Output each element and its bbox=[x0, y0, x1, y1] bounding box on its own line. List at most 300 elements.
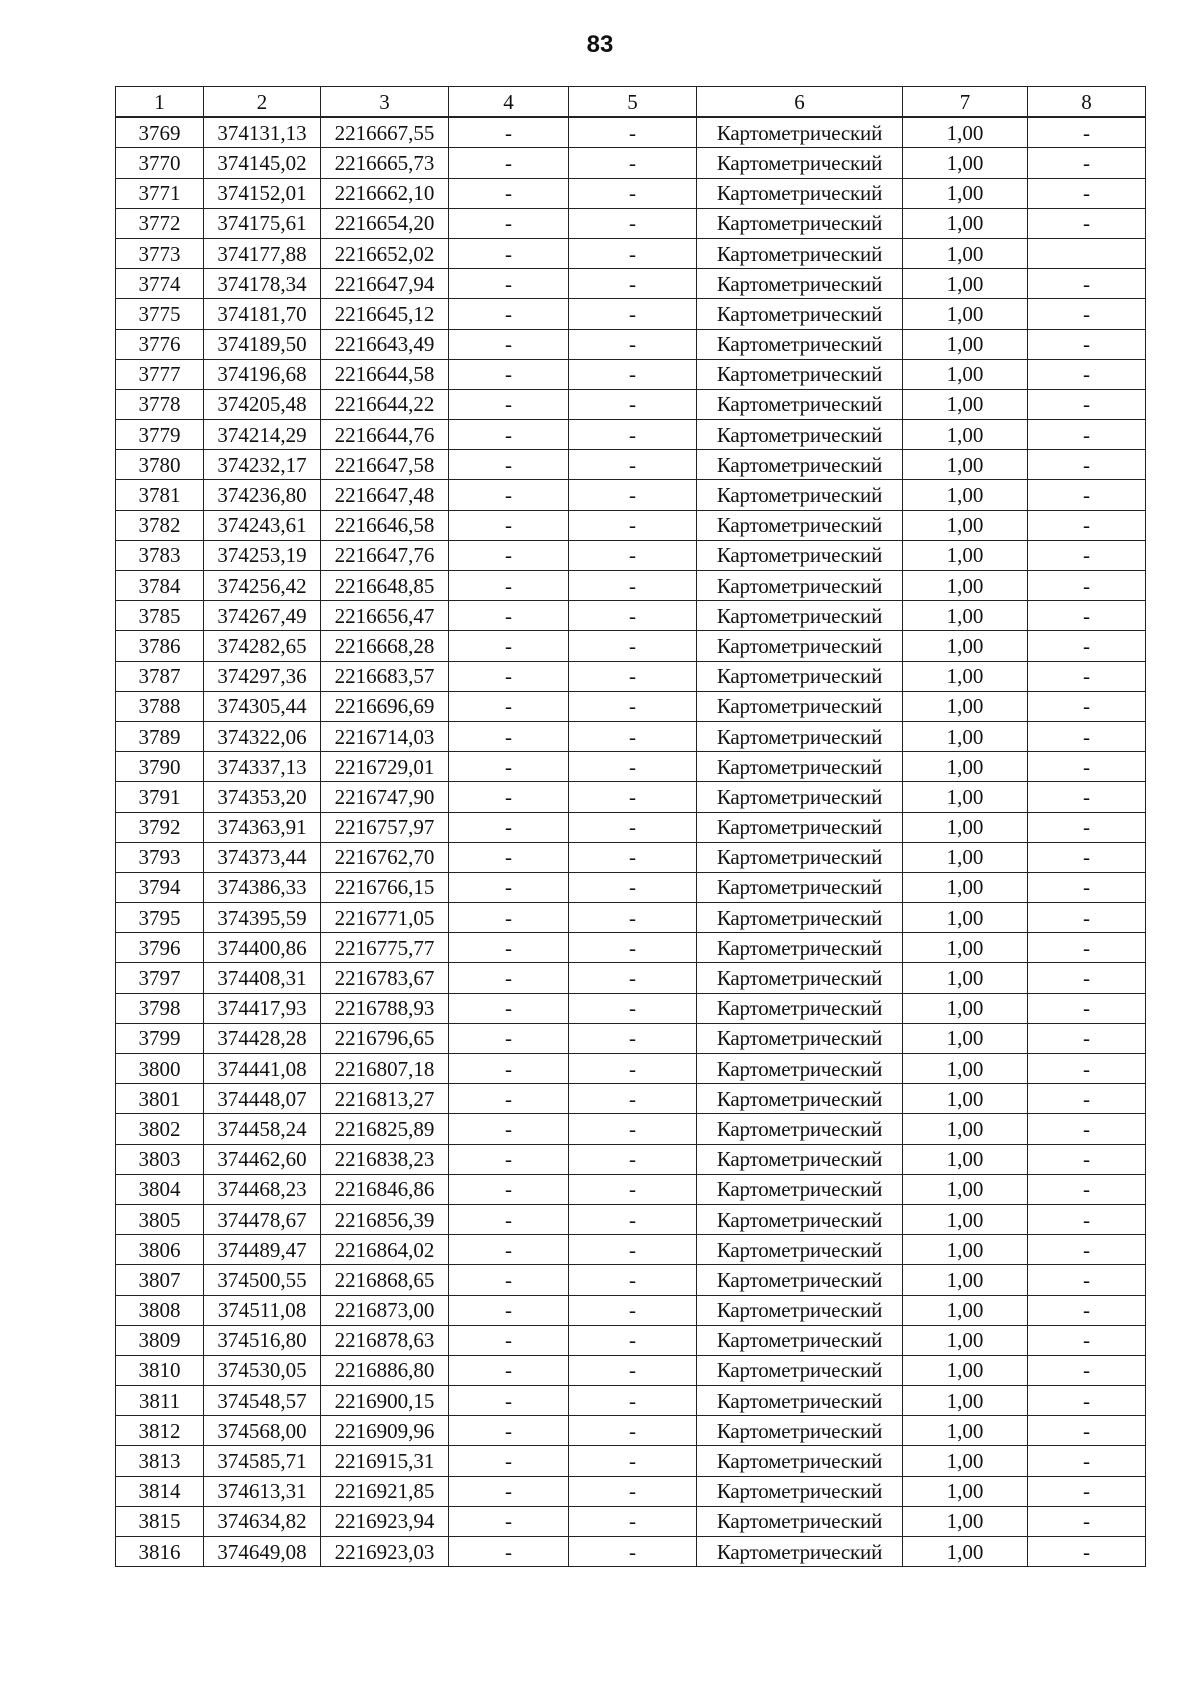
method-cell: Картометрический bbox=[697, 1416, 903, 1446]
x-coordinate-cell: 374145,02 bbox=[204, 148, 321, 178]
method-cell: Картометрический bbox=[697, 993, 903, 1023]
table-row bbox=[116, 661, 1146, 691]
column-8-cell: - bbox=[1028, 450, 1146, 480]
column-8-cell: - bbox=[1028, 1054, 1146, 1084]
y-coordinate-cell: 2216873,00 bbox=[321, 1295, 449, 1325]
column-5-cell: - bbox=[569, 329, 697, 359]
column-4-cell: - bbox=[449, 1084, 569, 1114]
column-5-cell: - bbox=[569, 1325, 697, 1355]
table-row bbox=[116, 601, 1146, 631]
column-4-cell: - bbox=[449, 872, 569, 902]
method-cell: Картометрический bbox=[697, 1325, 903, 1355]
y-coordinate-cell: 2216868,65 bbox=[321, 1265, 449, 1295]
column-8-cell: - bbox=[1028, 389, 1146, 419]
method-cell: Картометрический bbox=[697, 540, 903, 570]
column-8-cell: - bbox=[1028, 148, 1146, 178]
x-coordinate-cell: 374131,13 bbox=[204, 117, 321, 148]
accuracy-cell: 1,00 bbox=[903, 1476, 1028, 1506]
accuracy-cell: 1,00 bbox=[903, 721, 1028, 751]
accuracy-cell: 1,00 bbox=[903, 812, 1028, 842]
point-number-cell: 3786 bbox=[116, 631, 204, 661]
column-4-cell: - bbox=[449, 269, 569, 299]
accuracy-cell: 1,00 bbox=[903, 480, 1028, 510]
column-4-cell: - bbox=[449, 1114, 569, 1144]
coordinates-table bbox=[115, 86, 1146, 1567]
table-row bbox=[116, 782, 1146, 812]
point-number-cell: 3794 bbox=[116, 872, 204, 902]
column-8-cell: - bbox=[1028, 1446, 1146, 1476]
point-number-cell: 3782 bbox=[116, 510, 204, 540]
y-coordinate-cell: 2216856,39 bbox=[321, 1204, 449, 1234]
column-4-cell: - bbox=[449, 1355, 569, 1385]
column-5-cell: - bbox=[569, 872, 697, 902]
method-cell: Картометрический bbox=[697, 117, 903, 148]
y-coordinate-cell: 2216766,15 bbox=[321, 872, 449, 902]
x-coordinate-cell: 374297,36 bbox=[204, 661, 321, 691]
column-4-cell: - bbox=[449, 1476, 569, 1506]
point-number-cell: 3769 bbox=[116, 117, 204, 148]
table-row bbox=[116, 329, 1146, 359]
accuracy-cell: 1,00 bbox=[903, 329, 1028, 359]
accuracy-cell: 1,00 bbox=[903, 993, 1028, 1023]
table-row bbox=[116, 691, 1146, 721]
column-5-cell: - bbox=[569, 782, 697, 812]
column-8-cell: - bbox=[1028, 721, 1146, 751]
column-5-cell: - bbox=[569, 842, 697, 872]
method-cell: Картометрический bbox=[697, 1386, 903, 1416]
x-coordinate-cell: 374282,65 bbox=[204, 631, 321, 661]
column-4-cell: - bbox=[449, 1235, 569, 1265]
method-cell: Картометрический bbox=[697, 1144, 903, 1174]
point-number-cell: 3807 bbox=[116, 1265, 204, 1295]
y-coordinate-cell: 2216656,47 bbox=[321, 601, 449, 631]
y-coordinate-cell: 2216652,02 bbox=[321, 238, 449, 268]
point-number-cell: 3778 bbox=[116, 389, 204, 419]
method-cell: Картометрический bbox=[697, 661, 903, 691]
column-4-cell: - bbox=[449, 571, 569, 601]
column-4-cell: - bbox=[449, 1506, 569, 1536]
point-number-cell: 3814 bbox=[116, 1476, 204, 1506]
y-coordinate-cell: 2216654,20 bbox=[321, 208, 449, 238]
point-number-cell: 3792 bbox=[116, 812, 204, 842]
column-8-cell: - bbox=[1028, 178, 1146, 208]
column-4-cell: - bbox=[449, 1144, 569, 1174]
table-row bbox=[116, 1265, 1146, 1295]
point-number-cell: 3801 bbox=[116, 1084, 204, 1114]
column-8-cell: - bbox=[1028, 661, 1146, 691]
x-coordinate-cell: 374462,60 bbox=[204, 1144, 321, 1174]
y-coordinate-cell: 2216923,03 bbox=[321, 1537, 449, 1567]
method-cell: Картометрический bbox=[697, 178, 903, 208]
accuracy-cell: 1,00 bbox=[903, 691, 1028, 721]
column-8-cell: - bbox=[1028, 963, 1146, 993]
method-cell: Картометрический bbox=[697, 1023, 903, 1053]
method-cell: Картометрический bbox=[697, 329, 903, 359]
y-coordinate-cell: 2216909,96 bbox=[321, 1416, 449, 1446]
column-4-cell: - bbox=[449, 1295, 569, 1325]
column-5-cell: - bbox=[569, 933, 697, 963]
x-coordinate-cell: 374468,23 bbox=[204, 1174, 321, 1204]
accuracy-cell: 1,00 bbox=[903, 571, 1028, 601]
point-number-cell: 3787 bbox=[116, 661, 204, 691]
accuracy-cell: 1,00 bbox=[903, 117, 1028, 148]
x-coordinate-cell: 374408,31 bbox=[204, 963, 321, 993]
method-cell: Картометрический bbox=[697, 963, 903, 993]
method-cell: Картометрический bbox=[697, 1265, 903, 1295]
table-row bbox=[116, 963, 1146, 993]
table-row bbox=[116, 631, 1146, 661]
y-coordinate-cell: 2216807,18 bbox=[321, 1054, 449, 1084]
column-4-cell: - bbox=[449, 1386, 569, 1416]
y-coordinate-cell: 2216762,70 bbox=[321, 842, 449, 872]
column-5-cell: - bbox=[569, 117, 697, 148]
column-5-cell: - bbox=[569, 661, 697, 691]
column-5-cell: - bbox=[569, 1204, 697, 1234]
x-coordinate-cell: 374373,44 bbox=[204, 842, 321, 872]
accuracy-cell: 1,00 bbox=[903, 1174, 1028, 1204]
column-8-cell: - bbox=[1028, 299, 1146, 329]
y-coordinate-cell: 2216683,57 bbox=[321, 661, 449, 691]
table-row bbox=[116, 1114, 1146, 1144]
method-cell: Картометрический bbox=[697, 903, 903, 933]
column-5-cell: - bbox=[569, 480, 697, 510]
table-row bbox=[116, 721, 1146, 751]
x-coordinate-cell: 374548,57 bbox=[204, 1386, 321, 1416]
point-number-cell: 3799 bbox=[116, 1023, 204, 1053]
method-cell: Картометрический bbox=[697, 510, 903, 540]
column-8-cell: - bbox=[1028, 872, 1146, 902]
accuracy-cell: 1,00 bbox=[903, 299, 1028, 329]
column-8-cell: - bbox=[1028, 329, 1146, 359]
accuracy-cell: 1,00 bbox=[903, 1144, 1028, 1174]
accuracy-cell: 1,00 bbox=[903, 752, 1028, 782]
accuracy-cell: 1,00 bbox=[903, 1416, 1028, 1446]
column-8-cell: - bbox=[1028, 1265, 1146, 1295]
column-5-cell: - bbox=[569, 1174, 697, 1204]
y-coordinate-cell: 2216644,58 bbox=[321, 359, 449, 389]
column-8-cell bbox=[1028, 238, 1146, 268]
y-coordinate-cell: 2216838,23 bbox=[321, 1144, 449, 1174]
column-5-cell: - bbox=[569, 993, 697, 1023]
column-4-cell: - bbox=[449, 329, 569, 359]
x-coordinate-cell: 374649,08 bbox=[204, 1537, 321, 1567]
x-coordinate-cell: 374428,28 bbox=[204, 1023, 321, 1053]
column-5-cell: - bbox=[569, 601, 697, 631]
y-coordinate-cell: 2216796,65 bbox=[321, 1023, 449, 1053]
x-coordinate-cell: 374441,08 bbox=[204, 1054, 321, 1084]
table-row bbox=[116, 1537, 1146, 1567]
y-coordinate-cell: 2216643,49 bbox=[321, 329, 449, 359]
point-number-cell: 3808 bbox=[116, 1295, 204, 1325]
x-coordinate-cell: 374189,50 bbox=[204, 329, 321, 359]
method-cell: Картометрический bbox=[697, 1476, 903, 1506]
table-row bbox=[116, 1295, 1146, 1325]
column-4-cell: - bbox=[449, 389, 569, 419]
column-8-cell: - bbox=[1028, 208, 1146, 238]
column-8-cell: - bbox=[1028, 1355, 1146, 1385]
column-5-cell: - bbox=[569, 1265, 697, 1295]
column-5-cell: - bbox=[569, 269, 697, 299]
point-number-cell: 3771 bbox=[116, 178, 204, 208]
column-5-cell: - bbox=[569, 1295, 697, 1325]
column-4-cell: - bbox=[449, 540, 569, 570]
point-number-cell: 3796 bbox=[116, 933, 204, 963]
point-number-cell: 3777 bbox=[116, 359, 204, 389]
accuracy-cell: 1,00 bbox=[903, 389, 1028, 419]
column-5-cell: - bbox=[569, 1144, 697, 1174]
y-coordinate-cell: 2216645,12 bbox=[321, 299, 449, 329]
point-number-cell: 3806 bbox=[116, 1235, 204, 1265]
x-coordinate-cell: 374363,91 bbox=[204, 812, 321, 842]
table-row bbox=[116, 1416, 1146, 1446]
column-8-cell: - bbox=[1028, 420, 1146, 450]
method-cell: Картометрический bbox=[697, 480, 903, 510]
method-cell: Картометрический bbox=[697, 238, 903, 268]
column-8-cell: - bbox=[1028, 933, 1146, 963]
y-coordinate-cell: 2216923,94 bbox=[321, 1506, 449, 1536]
y-coordinate-cell: 2216668,28 bbox=[321, 631, 449, 661]
column-header: 1 bbox=[116, 87, 204, 118]
table-row bbox=[116, 812, 1146, 842]
accuracy-cell: 1,00 bbox=[903, 238, 1028, 268]
table-header-row bbox=[116, 87, 1146, 118]
column-8-cell: - bbox=[1028, 631, 1146, 661]
accuracy-cell: 1,00 bbox=[903, 1114, 1028, 1144]
method-cell: Картометрический bbox=[697, 933, 903, 963]
column-5-cell: - bbox=[569, 812, 697, 842]
column-4-cell: - bbox=[449, 117, 569, 148]
x-coordinate-cell: 374243,61 bbox=[204, 510, 321, 540]
column-5-cell: - bbox=[569, 299, 697, 329]
y-coordinate-cell: 2216667,55 bbox=[321, 117, 449, 148]
x-coordinate-cell: 374175,61 bbox=[204, 208, 321, 238]
accuracy-cell: 1,00 bbox=[903, 1386, 1028, 1416]
column-4-cell: - bbox=[449, 661, 569, 691]
table-row bbox=[116, 299, 1146, 329]
column-5-cell: - bbox=[569, 1386, 697, 1416]
method-cell: Картометрический bbox=[697, 1355, 903, 1385]
accuracy-cell: 1,00 bbox=[903, 269, 1028, 299]
column-8-cell: - bbox=[1028, 1023, 1146, 1053]
y-coordinate-cell: 2216775,77 bbox=[321, 933, 449, 963]
accuracy-cell: 1,00 bbox=[903, 1325, 1028, 1355]
column-4-cell: - bbox=[449, 420, 569, 450]
column-4-cell: - bbox=[449, 721, 569, 751]
method-cell: Картометрический bbox=[697, 1537, 903, 1567]
column-8-cell: - bbox=[1028, 1114, 1146, 1144]
table-row bbox=[116, 933, 1146, 963]
accuracy-cell: 1,00 bbox=[903, 842, 1028, 872]
column-8-cell: - bbox=[1028, 1144, 1146, 1174]
method-cell: Картометрический bbox=[697, 1235, 903, 1265]
table-row bbox=[116, 752, 1146, 782]
column-4-cell: - bbox=[449, 1416, 569, 1446]
point-number-cell: 3781 bbox=[116, 480, 204, 510]
x-coordinate-cell: 374478,67 bbox=[204, 1204, 321, 1234]
point-number-cell: 3793 bbox=[116, 842, 204, 872]
column-8-cell: - bbox=[1028, 691, 1146, 721]
point-number-cell: 3783 bbox=[116, 540, 204, 570]
column-5-cell: - bbox=[569, 963, 697, 993]
y-coordinate-cell: 2216813,27 bbox=[321, 1084, 449, 1114]
table-row bbox=[116, 1446, 1146, 1476]
table-row bbox=[116, 117, 1146, 148]
point-number-cell: 3775 bbox=[116, 299, 204, 329]
y-coordinate-cell: 2216886,80 bbox=[321, 1355, 449, 1385]
column-8-cell: - bbox=[1028, 269, 1146, 299]
method-cell: Картометрический bbox=[697, 299, 903, 329]
y-coordinate-cell: 2216647,58 bbox=[321, 450, 449, 480]
column-5-cell: - bbox=[569, 571, 697, 601]
x-coordinate-cell: 374417,93 bbox=[204, 993, 321, 1023]
accuracy-cell: 1,00 bbox=[903, 1235, 1028, 1265]
column-8-cell: - bbox=[1028, 117, 1146, 148]
column-4-cell: - bbox=[449, 1446, 569, 1476]
point-number-cell: 3812 bbox=[116, 1416, 204, 1446]
table-row bbox=[116, 1204, 1146, 1234]
point-number-cell: 3770 bbox=[116, 148, 204, 178]
x-coordinate-cell: 374500,55 bbox=[204, 1265, 321, 1295]
table-body bbox=[116, 117, 1146, 1567]
accuracy-cell: 1,00 bbox=[903, 661, 1028, 691]
table-row bbox=[116, 1174, 1146, 1204]
accuracy-cell: 1,00 bbox=[903, 420, 1028, 450]
column-5-cell: - bbox=[569, 631, 697, 661]
method-cell: Картометрический bbox=[697, 1506, 903, 1536]
column-5-cell: - bbox=[569, 1054, 697, 1084]
table-row bbox=[116, 208, 1146, 238]
column-4-cell: - bbox=[449, 1174, 569, 1204]
method-cell: Картометрический bbox=[697, 631, 903, 661]
point-number-cell: 3776 bbox=[116, 329, 204, 359]
column-4-cell: - bbox=[449, 752, 569, 782]
table-row bbox=[116, 1235, 1146, 1265]
method-cell: Картометрический bbox=[697, 752, 903, 782]
column-header: 8 bbox=[1028, 87, 1146, 118]
column-8-cell: - bbox=[1028, 359, 1146, 389]
point-number-cell: 3804 bbox=[116, 1174, 204, 1204]
column-4-cell: - bbox=[449, 631, 569, 661]
method-cell: Картометрический bbox=[697, 1295, 903, 1325]
column-4-cell: - bbox=[449, 1023, 569, 1053]
point-number-cell: 3815 bbox=[116, 1506, 204, 1536]
accuracy-cell: 1,00 bbox=[903, 903, 1028, 933]
x-coordinate-cell: 374634,82 bbox=[204, 1506, 321, 1536]
column-header: 3 bbox=[321, 87, 449, 118]
method-cell: Картометрический bbox=[697, 1114, 903, 1144]
column-4-cell: - bbox=[449, 450, 569, 480]
column-4-cell: - bbox=[449, 812, 569, 842]
point-number-cell: 3797 bbox=[116, 963, 204, 993]
table-row bbox=[116, 842, 1146, 872]
column-5-cell: - bbox=[569, 1114, 697, 1144]
column-8-cell: - bbox=[1028, 993, 1146, 1023]
y-coordinate-cell: 2216878,63 bbox=[321, 1325, 449, 1355]
accuracy-cell: 1,00 bbox=[903, 450, 1028, 480]
y-coordinate-cell: 2216729,01 bbox=[321, 752, 449, 782]
y-coordinate-cell: 2216915,31 bbox=[321, 1446, 449, 1476]
x-coordinate-cell: 374585,71 bbox=[204, 1446, 321, 1476]
column-5-cell: - bbox=[569, 238, 697, 268]
method-cell: Картометрический bbox=[697, 1446, 903, 1476]
point-number-cell: 3780 bbox=[116, 450, 204, 480]
y-coordinate-cell: 2216644,76 bbox=[321, 420, 449, 450]
y-coordinate-cell: 2216647,48 bbox=[321, 480, 449, 510]
column-5-cell: - bbox=[569, 721, 697, 751]
table-row bbox=[116, 420, 1146, 450]
table-row bbox=[116, 540, 1146, 570]
point-number-cell: 3816 bbox=[116, 1537, 204, 1567]
column-5-cell: - bbox=[569, 208, 697, 238]
column-5-cell: - bbox=[569, 1537, 697, 1567]
x-coordinate-cell: 374177,88 bbox=[204, 238, 321, 268]
column-header: 7 bbox=[903, 87, 1028, 118]
table-row bbox=[116, 993, 1146, 1023]
y-coordinate-cell: 2216771,05 bbox=[321, 903, 449, 933]
table-row bbox=[116, 1144, 1146, 1174]
accuracy-cell: 1,00 bbox=[903, 1537, 1028, 1567]
x-coordinate-cell: 374236,80 bbox=[204, 480, 321, 510]
accuracy-cell: 1,00 bbox=[903, 148, 1028, 178]
column-5-cell: - bbox=[569, 1476, 697, 1506]
accuracy-cell: 1,00 bbox=[903, 1265, 1028, 1295]
point-number-cell: 3810 bbox=[116, 1355, 204, 1385]
column-4-cell: - bbox=[449, 993, 569, 1023]
method-cell: Картометрический bbox=[697, 208, 903, 238]
column-4-cell: - bbox=[449, 1265, 569, 1295]
method-cell: Картометрический bbox=[697, 420, 903, 450]
column-5-cell: - bbox=[569, 389, 697, 419]
accuracy-cell: 1,00 bbox=[903, 540, 1028, 570]
column-4-cell: - bbox=[449, 178, 569, 208]
accuracy-cell: 1,00 bbox=[903, 1054, 1028, 1084]
table-row bbox=[116, 480, 1146, 510]
table-row bbox=[116, 872, 1146, 902]
column-8-cell: - bbox=[1028, 1386, 1146, 1416]
point-number-cell: 3773 bbox=[116, 238, 204, 268]
column-header: 4 bbox=[449, 87, 569, 118]
method-cell: Картометрический bbox=[697, 812, 903, 842]
method-cell: Картометрический bbox=[697, 148, 903, 178]
method-cell: Картометрический bbox=[697, 782, 903, 812]
x-coordinate-cell: 374568,00 bbox=[204, 1416, 321, 1446]
column-8-cell: - bbox=[1028, 812, 1146, 842]
column-5-cell: - bbox=[569, 450, 697, 480]
column-5-cell: - bbox=[569, 752, 697, 782]
x-coordinate-cell: 374232,17 bbox=[204, 450, 321, 480]
x-coordinate-cell: 374205,48 bbox=[204, 389, 321, 419]
x-coordinate-cell: 374511,08 bbox=[204, 1295, 321, 1325]
column-4-cell: - bbox=[449, 148, 569, 178]
point-number-cell: 3800 bbox=[116, 1054, 204, 1084]
method-cell: Картометрический bbox=[697, 721, 903, 751]
x-coordinate-cell: 374305,44 bbox=[204, 691, 321, 721]
table-row bbox=[116, 571, 1146, 601]
point-number-cell: 3798 bbox=[116, 993, 204, 1023]
column-4-cell: - bbox=[449, 691, 569, 721]
accuracy-cell: 1,00 bbox=[903, 178, 1028, 208]
x-coordinate-cell: 374337,13 bbox=[204, 752, 321, 782]
table-row bbox=[116, 1054, 1146, 1084]
column-5-cell: - bbox=[569, 420, 697, 450]
column-8-cell: - bbox=[1028, 1325, 1146, 1355]
accuracy-cell: 1,00 bbox=[903, 601, 1028, 631]
point-number-cell: 3811 bbox=[116, 1386, 204, 1416]
y-coordinate-cell: 2216648,85 bbox=[321, 571, 449, 601]
accuracy-cell: 1,00 bbox=[903, 1355, 1028, 1385]
table-row bbox=[116, 1023, 1146, 1053]
method-cell: Картометрический bbox=[697, 359, 903, 389]
